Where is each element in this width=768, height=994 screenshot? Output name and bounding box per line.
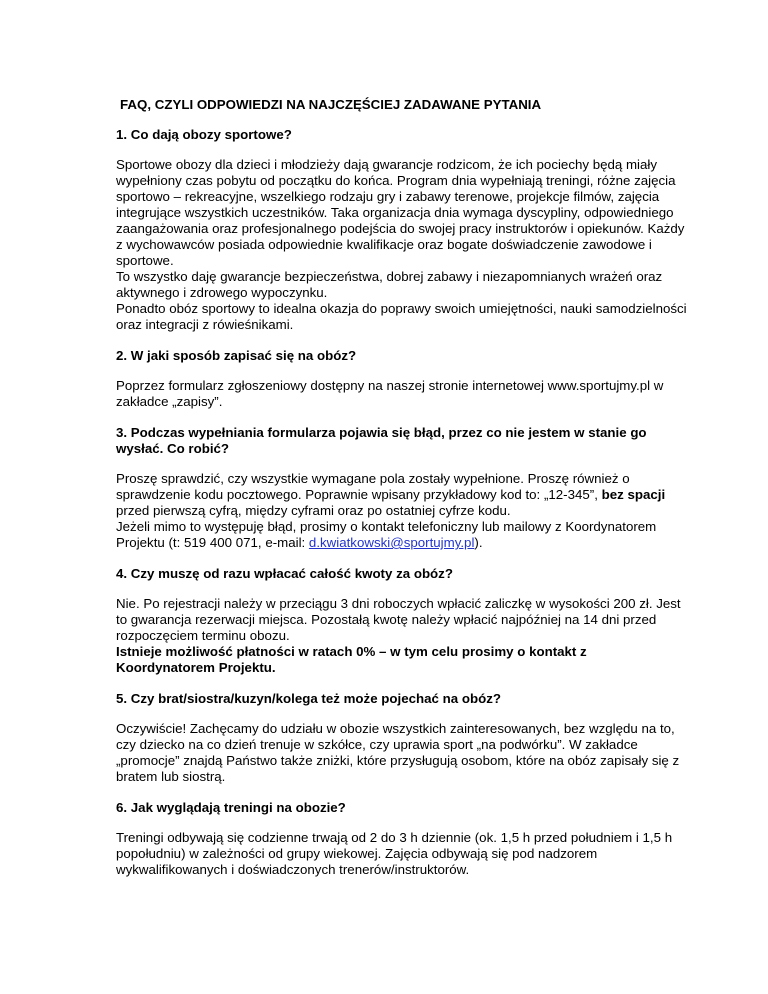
faq-item-5 [116, 691, 688, 785]
emphasis-text: bez spacji [601, 487, 666, 502]
faq-answer-2-paragraph-1: Poprzez formularz zgłoszeniowy dostępny na naszej stronie internetowej www.sportujmy.pl w zakładce „zapisy”. [116, 378, 664, 409]
faq-item-1 [116, 127, 688, 333]
faq-question-2: 2. W jaki sposób zapisać się na obóz? [116, 348, 357, 363]
faq-question-4: 4. Czy muszę od razu wpłacać całość kwoty za obóz? [116, 566, 453, 581]
email-link[interactable]: d.kwiatkowski@sportujmy.pl [308, 535, 475, 550]
faq-answer-3-paragraph-1 [116, 471, 688, 519]
faq-item-3 [116, 425, 688, 551]
faq-answer-1-paragraph-2: To wszystko daję gwarancje bezpieczeństwa, dobrej zabawy i niezapomnianych wrażeń oraz aktywnego i zdrowego wypoczynku. [116, 269, 663, 300]
faq-answer-5-paragraph-1: Oczywiście! Zachęcamy do udziału w obozie wszystkich zainteresowanych, bez względu na to, czy dziecko na co dzień trenuje w szkółce, czy uprawia sport „na podwórku”. W zakładce „promocje” znajdą Państwo także zniżki, które przysługują osobom, które na obóz zapisały się z bratem lub siostrą. [116, 721, 680, 784]
faq-item-6 [116, 800, 688, 878]
answer-text: Jeżeli mimo to występuję błąd, prosimy o kontakt telefoniczny lub mailowy z Koordynatorem Projektu (t: 519 400 071, e-mail: [116, 519, 657, 550]
faq-answer-3-paragraph-2 [116, 519, 688, 551]
faq-item-4 [116, 566, 688, 676]
faq-question-3: 3. Podczas wypełniania formularza pojawia się błąd, przez co nie jestem w stanie go wysłać. Co robić? [116, 425, 647, 456]
faq-answer-1-paragraph-3: Ponadto obóz sportowy to idealna okazja do poprawy swoich umiejętności, nauki samodzielności oraz integracji z rówieśnikami. [116, 301, 687, 332]
answer-text: przed pierwszą cyfrą, między cyframi oraz po ostatniej cyfrze kodu. [116, 503, 511, 518]
faq-answer-6-paragraph-1: Treningi odbywają się codzienne trwają od 2 do 3 h dziennie (ok. 1,5 h przed południem i 1,5 h popołudniu) w zależności od grupy wiekowej. Zajęcia odbywają się pod nadzorem wykwalifikowanych i doświadczonych trenerów/instruktorów. [116, 830, 673, 877]
answer-text: Proszę sprawdzić, czy wszystkie wymagane pola zostały wypełnione. Proszę również o sprawdzenie kodu pocztowego. Poprawnie wpisany przykładowy kod to: „12-345”, [116, 471, 630, 502]
page-title: FAQ, CZYLI ODPOWIEDZI NA NAJCZĘŚCIEJ ZADAWANE PYTANIA [120, 97, 542, 112]
faq-answer-4-paragraph-1: Nie. Po rejestracji należy w przeciągu 3 dni roboczych wpłacić zaliczkę w wysokości 200 zł. Jest to gwarancja rezerwacji miejsca. Pozostałą kwotę należy wpłacić najpóźniej na 14 dni przed rozpoczęciem terminu obozu. [116, 596, 681, 643]
faq-question-5: 5. Czy brat/siostra/kuzyn/kolega też może pojechać na obóz? [116, 691, 501, 706]
faq-question-1: 1. Co dają obozy sportowe? [116, 127, 292, 142]
faq-item-2 [116, 348, 688, 410]
faq-answer-4-paragraph-2: Istnieje możliwość płatności w ratach 0% – w tym celu prosimy o kontakt z Koordynatorem Projektu. [116, 644, 587, 675]
faq-answer-1-paragraph-1: Sportowe obozy dla dzieci i młodzieży dają gwarancje rodzicom, że ich pociechy będą miały wypełniony czas pobytu od początku do końca. Program dnia wypełniają treningi, różne zajęcia sportowo – rekreacyjne, wszelkiego rodzaju gry i zabawy terenowe, projekcje filmów, zajęcia integrujące wszystkich uczestników. Taka organizacja dnia wymaga dyscypliny, odpowiedniego zaangażowania oraz profesjonalnego podejścia do swojej pracy instruktorów i opiekunów. Każdy z wychowawców posiada odpowiednie kwalifikacje oraz bogate doświadczenie zawodowe i sportowe. [116, 157, 685, 268]
answer-text: ). [474, 535, 483, 550]
faq-question-6: 6. Jak wyglądają treningi na obozie? [116, 800, 346, 815]
